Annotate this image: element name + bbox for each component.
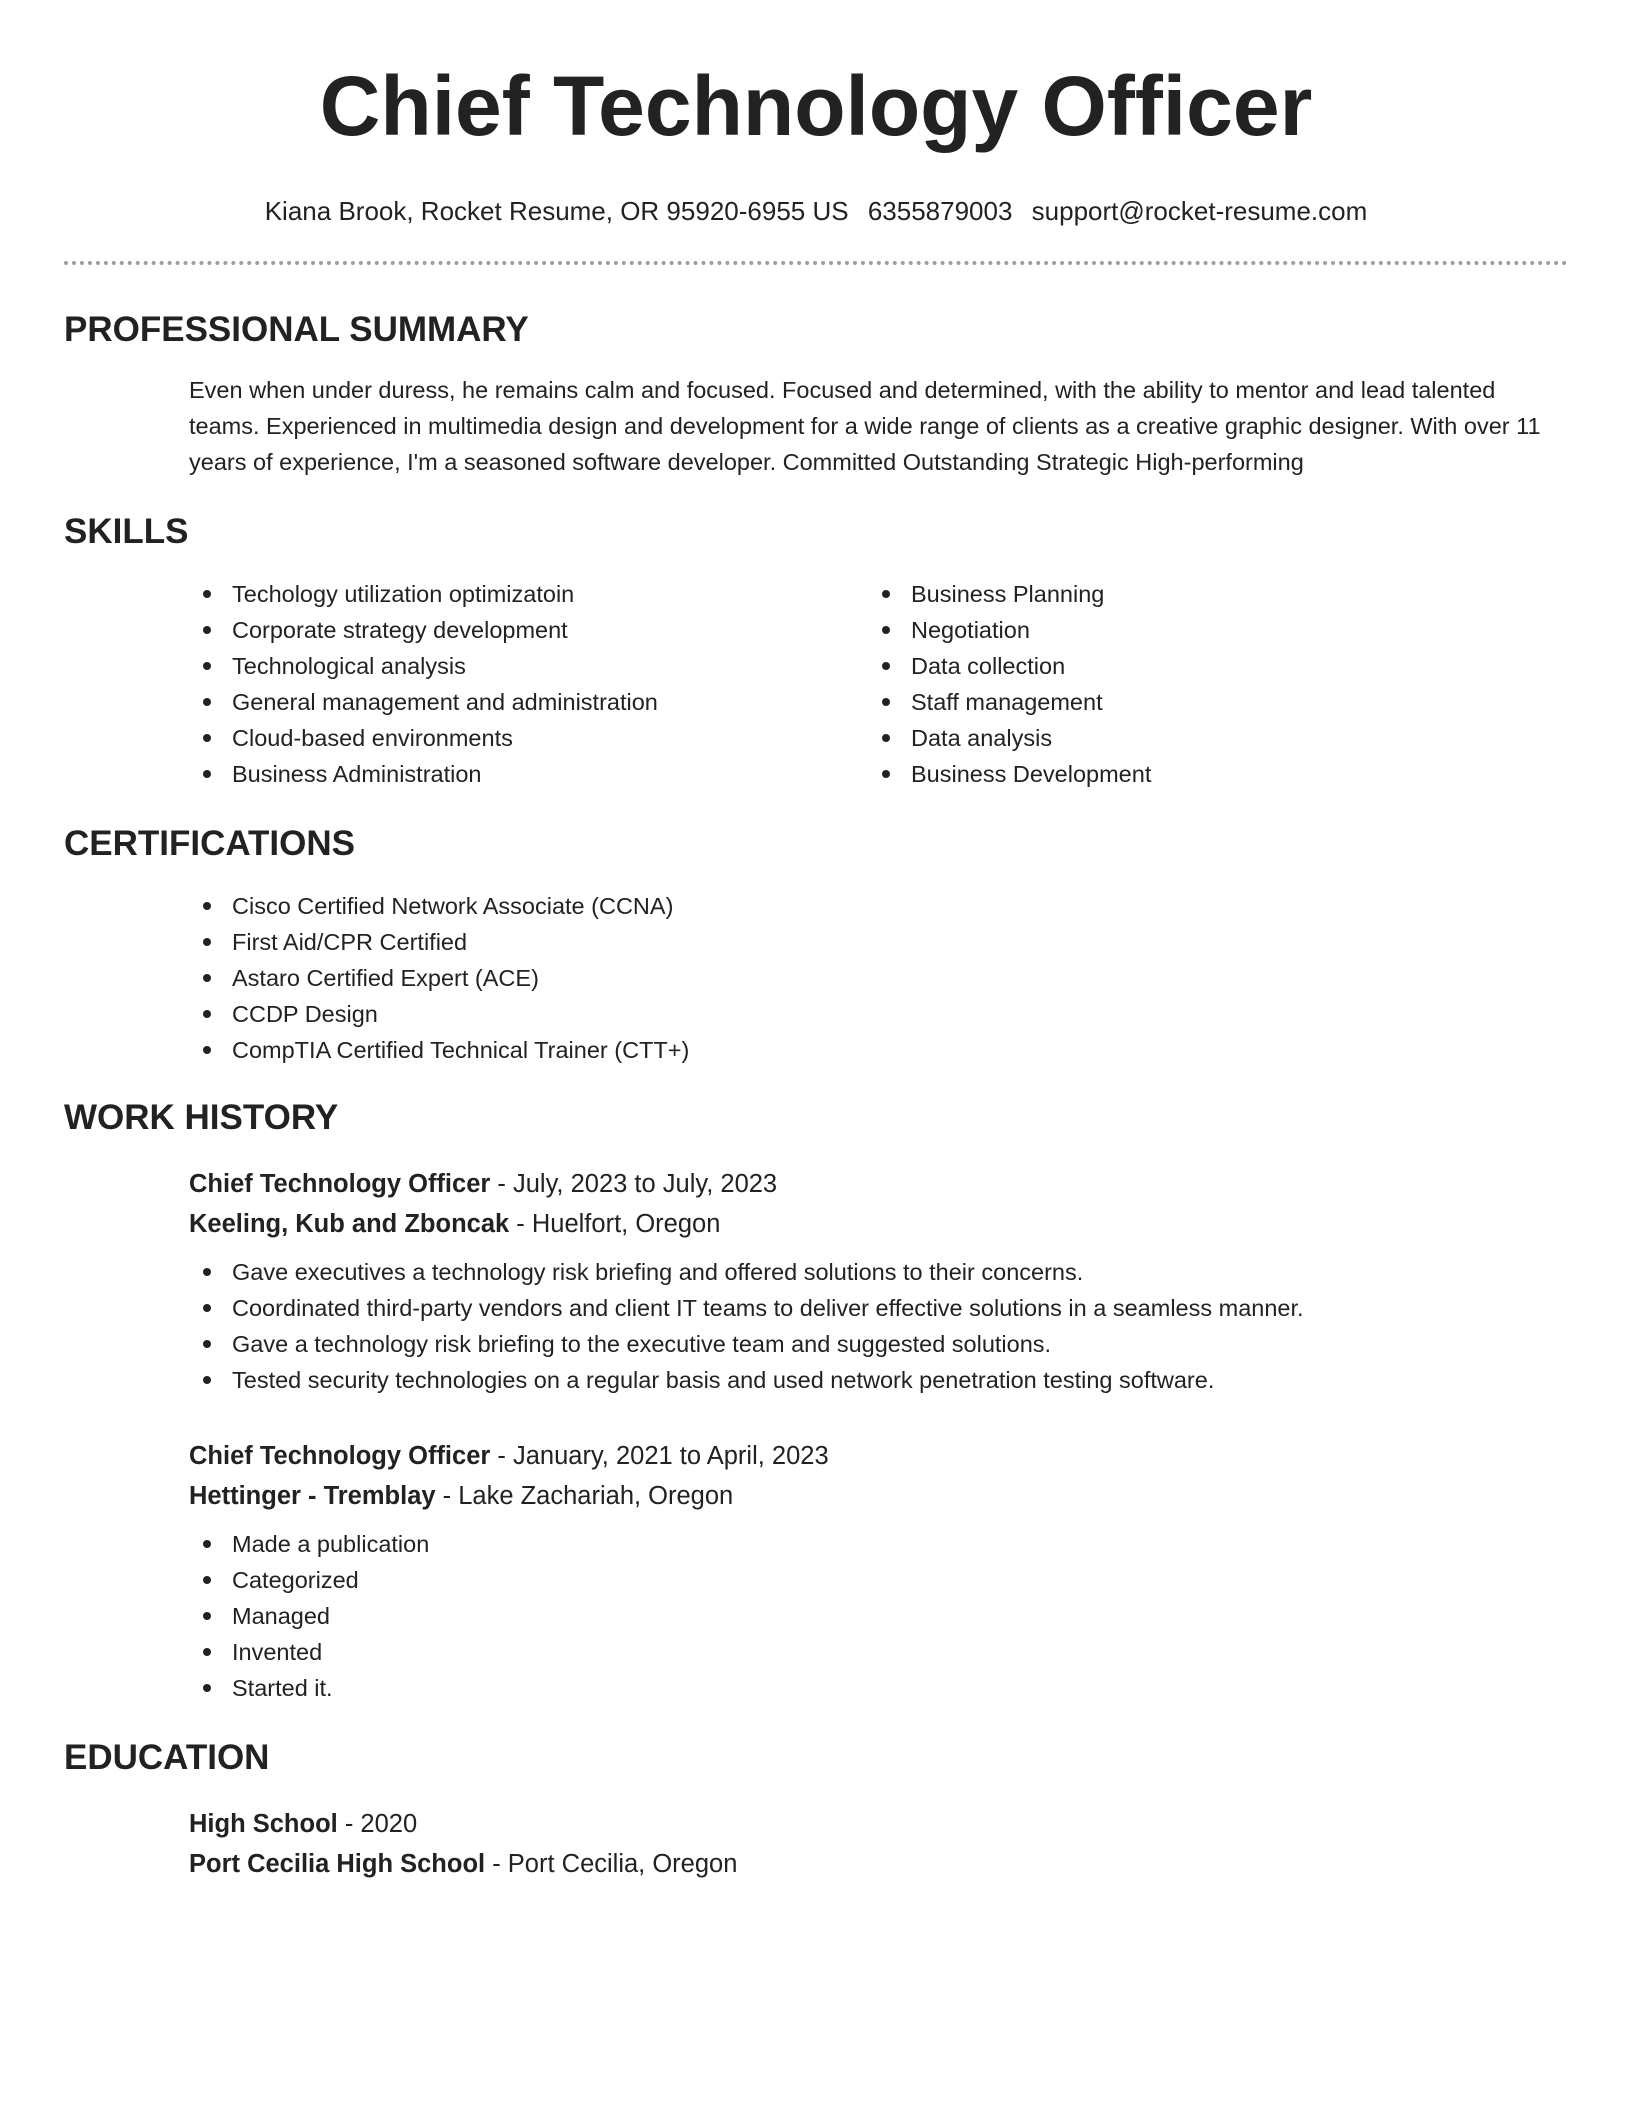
job-duty-item: Managed — [189, 1598, 1568, 1634]
resume-title: Chief Technology Officer — [319, 59, 1313, 153]
skill-item: Data analysis — [868, 720, 1547, 756]
job-company: Hettinger - Tremblay — [189, 1482, 436, 1510]
certification-item: First Aid/CPR Certified — [189, 924, 1568, 960]
skill-item: Technological analysis — [189, 648, 868, 684]
job-duty-item: Made a publication — [189, 1526, 1568, 1562]
work-history-heading: WORK HISTORY — [64, 1098, 339, 1137]
job-duty-item: Gave executives a technology risk briefing and offered solutions to their concerns. — [189, 1254, 1568, 1290]
education-location: - Port Cecilia, Oregon — [485, 1850, 738, 1878]
job-duty-item: Invented — [189, 1634, 1568, 1670]
skills-list-left — [189, 576, 868, 792]
skill-item: Negotiation — [868, 612, 1547, 648]
skill-item: Business Administration — [189, 756, 868, 792]
skills-list-right — [868, 576, 1547, 792]
skills-heading: SKILLS — [64, 512, 189, 551]
skills-grid — [189, 576, 1568, 792]
education-degree: High School — [189, 1810, 338, 1838]
job-company: Keeling, Kub and Zboncak — [189, 1210, 510, 1238]
skill-item: Cloud-based environments — [189, 720, 868, 756]
certification-item: Cisco Certified Network Associate (CCNA) — [189, 888, 1568, 924]
job-duty-item: Coordinated third-party vendors and client IT teams to deliver effective solutions in a seamless manner. — [189, 1290, 1568, 1326]
job-company-line — [189, 1476, 1568, 1516]
education-school-line — [189, 1844, 1568, 1884]
job-duties-list — [189, 1254, 1568, 1398]
skill-item: Staff management — [868, 684, 1547, 720]
job-dates: - July, 2023 to July, 2023 — [490, 1170, 778, 1198]
certifications-list — [189, 888, 1568, 1068]
skill-item: Business Planning — [868, 576, 1547, 612]
job-title-line — [189, 1436, 1568, 1476]
contact-phone: 6355879003 — [867, 196, 1013, 226]
job-duty-item: Tested security technologies on a regular basis and used network penetration testing software. — [189, 1362, 1568, 1398]
certification-item: Astaro Certified Expert (ACE) — [189, 960, 1568, 996]
resume-page — [64, 0, 1568, 1884]
job-duty-item: Gave a technology risk briefing to the executive team and suggested solutions. — [189, 1326, 1568, 1362]
skill-item: Corporate strategy development — [189, 612, 868, 648]
job-entry — [189, 1164, 1568, 1398]
education-year: - 2020 — [337, 1810, 418, 1838]
certification-item: CompTIA Certified Technical Trainer (CTT+) — [189, 1032, 1568, 1068]
job-role: Chief Technology Officer — [189, 1442, 491, 1470]
skill-item: Business Development — [868, 756, 1547, 792]
job-duty-item: Started it. — [189, 1670, 1568, 1706]
education-heading: EDUCATION — [64, 1738, 270, 1777]
header-divider — [64, 261, 1568, 265]
job-dates: - January, 2021 to April, 2023 — [490, 1442, 829, 1470]
education-degree-line — [189, 1804, 1568, 1844]
certification-item: CCDP Design — [189, 996, 1568, 1032]
skill-item: General management and administration — [189, 684, 868, 720]
summary-text: Even when under duress, he remains calm and focused. Focused and determined, with the ability to mentor and lead talented teams. Experienced in multimedia design and development for a wide range of clients as a creative graphic designer. With over 11 years of experience, I'm a seasoned software developer. Committed Outstanding Strategic High-performing — [189, 377, 1541, 475]
skill-item: Techology utilization optimizatoin — [189, 576, 868, 612]
skill-item: Data collection — [868, 648, 1547, 684]
job-company-line — [189, 1204, 1568, 1244]
job-title-line — [189, 1164, 1568, 1204]
contact-email: support@rocket-resume.com — [1031, 196, 1368, 226]
education-school: Port Cecilia High School — [189, 1850, 486, 1878]
job-duty-item: Categorized — [189, 1562, 1568, 1598]
summary-heading: PROFESSIONAL SUMMARY — [64, 310, 529, 349]
contact-line — [64, 194, 1568, 228]
job-location: - Huelfort, Oregon — [509, 1210, 721, 1238]
education-entry — [189, 1804, 1568, 1884]
job-role: Chief Technology Officer — [189, 1170, 491, 1198]
certifications-heading: CERTIFICATIONS — [64, 824, 356, 863]
contact-address: Kiana Brook, Rocket Resume, OR 95920-6955 US — [264, 196, 849, 226]
job-duties-list — [189, 1526, 1568, 1706]
job-entry — [189, 1436, 1568, 1706]
job-location: - Lake Zachariah, Oregon — [435, 1482, 734, 1510]
